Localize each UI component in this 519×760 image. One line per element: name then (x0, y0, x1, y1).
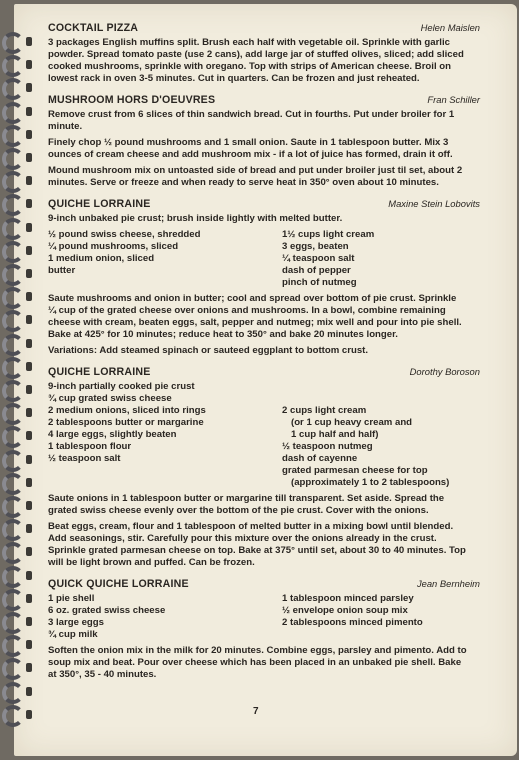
recipe-intro (48, 213, 480, 225)
ingredient-line: 2 tablespoons butter or margarine (48, 417, 204, 428)
instruction-paragraph (48, 345, 480, 357)
recipe-author: Jean Bernheim (416, 578, 480, 589)
ingredient-line: dash of pepper (282, 265, 351, 276)
binding-hole (26, 408, 32, 417)
binding-ring (2, 264, 24, 286)
ingredient-line: 2 cups light cream (282, 405, 367, 416)
text-line: Finely chop ½ pound mushrooms and 1 small onion. Saute in 1 tablespoon butter. Mix 3 (48, 137, 449, 148)
text-line: soup mix and beat. Pour over cheese which has been placed in an unbaked pie shell. Bake (48, 657, 462, 668)
recipe-header (48, 22, 480, 34)
recipe-title: COCKTAIL PIZZA (48, 22, 139, 34)
instruction-paragraph (48, 37, 480, 85)
ingredient-line: 2 medium onions, sliced into rings (48, 405, 206, 416)
text-line: will be light brown and puffed. Can be frozen. (48, 557, 255, 568)
binding-ring (2, 450, 24, 472)
text-line: at 350°, 35 - 40 minutes. (48, 669, 157, 680)
recipe-header (48, 198, 480, 210)
binding-hole (26, 130, 32, 139)
spiral-binding (0, 0, 40, 760)
text-line: minute. (48, 121, 83, 132)
binding-ring (2, 473, 24, 495)
binding-hole (26, 385, 32, 394)
text-line: Saute mushrooms and onion in butter; cool and spread over bottom of pie crust. Sprinkle (48, 293, 457, 304)
text-line: Mound mushroom mix on untoasted side of bread and put under broiler just til set, about 2 (48, 165, 463, 176)
binding-ring (2, 241, 24, 263)
ingredient-line: ¾ cup milk (48, 629, 98, 640)
instruction-paragraph (48, 293, 480, 341)
ingredient-line: 3 large eggs (48, 617, 104, 628)
ingredient-line: ¼ pound mushrooms, sliced (48, 241, 179, 252)
instruction-paragraph (48, 521, 480, 569)
text-line: grated swiss cheese evenly over the bottom of the pie crust. Cover with the onions. (48, 505, 429, 516)
text-line: Soften the onion mix in the milk for 20 minutes. Combine eggs, parsley and pimento. Add to (48, 645, 467, 656)
binding-hole (26, 199, 32, 208)
instruction-paragraph (48, 645, 480, 681)
recipe-block (48, 198, 480, 357)
binding-ring (2, 334, 24, 356)
instruction-paragraph (48, 493, 480, 517)
binding-hole (26, 292, 32, 301)
ingredient-line: butter (48, 265, 76, 276)
binding-hole (26, 315, 32, 324)
recipe-author: Dorothy Boroson (409, 366, 480, 377)
binding-ring (2, 125, 24, 147)
text-line: Bake at 425° for 10 minutes; reduce heat to 350° and bake 20 minutes longer. (48, 329, 398, 340)
binding-hole (26, 431, 32, 440)
binding-hole (26, 107, 32, 116)
binding-ring (2, 102, 24, 124)
ingredient-column-left (48, 381, 282, 489)
ingredient-line: ½ pound swiss cheese, shredded (48, 229, 201, 240)
ingredient-line (282, 381, 480, 393)
recipe-title: QUICK QUICHE LORRAINE (48, 578, 189, 590)
binding-hole (26, 246, 32, 255)
binding-hole (26, 710, 32, 719)
text-line: Remove crust from 6 slices of thin sandwich bread. Cut in fourths. Put under broiler for 1 (48, 109, 455, 120)
ingredient-line: 1 pie shell (48, 593, 95, 604)
binding-hole (26, 83, 32, 92)
binding-ring (2, 310, 24, 332)
ingredient-line: ½ envelope onion soup mix (282, 605, 408, 616)
binding-ring (2, 78, 24, 100)
text-line: Add seasonings, stir. Carefully pour this mixture over the onions already in the crust. (48, 533, 437, 544)
text-line: Beat eggs, cream, flour and 1 tablespoon of melted butter in a mixing bowl until blended. (48, 521, 454, 532)
recipe-block (48, 22, 480, 85)
ingredient-column-left (48, 229, 282, 289)
binding-hole (26, 455, 32, 464)
ingredient-column-right (282, 593, 480, 641)
text-line: ounces of cream cheese and add mushroom mix - if a lot of juice has formed, drain it off. (48, 149, 453, 160)
recipe-author: Helen Maislen (420, 22, 480, 33)
binding-ring (2, 357, 24, 379)
binding-ring (2, 705, 24, 727)
recipe-title: QUICHE LORRAINE (48, 198, 151, 210)
binding-hole (26, 153, 32, 162)
text-line: cooked mushrooms, sprinkle with oregano. Top with strips of American cheese. Broil on (48, 61, 452, 72)
ingredient-column-right (282, 381, 480, 489)
recipe-header (48, 366, 480, 378)
instruction-paragraph (48, 137, 480, 161)
recipe-block (48, 578, 480, 681)
recipe-author: Maxine Stein Lobovits (388, 198, 480, 209)
text-line: powder. Spread tomato paste (use 2 cans), add large jar of stuffed olives, sliced; add sliced (48, 49, 464, 60)
ingredient-line: 1 tablespoon minced parsley (282, 593, 414, 604)
recipe-block (48, 94, 480, 189)
binding-ring (2, 496, 24, 518)
binding-ring (2, 612, 24, 634)
ingredient-line: 4 large eggs, slightly beaten (48, 429, 177, 440)
binding-ring (2, 32, 24, 54)
recipe-header (48, 578, 480, 590)
binding-hole (26, 269, 32, 278)
binding-ring (2, 658, 24, 680)
binding-hole (26, 617, 32, 626)
binding-ring (2, 218, 24, 240)
binding-ring (2, 55, 24, 77)
ingredient-list (48, 381, 480, 489)
ingredient-line (282, 393, 480, 405)
recipe-content (48, 22, 480, 690)
ingredient-line: grated parmesan cheese for top (282, 465, 428, 476)
ingredient-line: 1 cup half and half) (291, 429, 379, 440)
ingredient-line: ½ teaspoon salt (48, 453, 121, 464)
binding-hole (26, 362, 32, 371)
binding-ring (2, 194, 24, 216)
binding-ring (2, 426, 24, 448)
text-line: 3 packages English muffins split. Brush each half with vegetable oil. Sprinkle with garlic (48, 37, 450, 48)
ingredient-line: (or 1 cup heavy cream and (291, 417, 413, 428)
binding-hole (26, 524, 32, 533)
text-line: ¼ cup of the grated cheese over onions and mushrooms. In a bowl, combine remaining (48, 305, 446, 316)
binding-hole (26, 339, 32, 348)
binding-hole (26, 60, 32, 69)
binding-ring (2, 287, 24, 309)
binding-hole (26, 687, 32, 696)
binding-ring (2, 171, 24, 193)
text-line: Saute onions in 1 tablespoon butter or margarine till transparent. Set aside. Spread the (48, 493, 445, 504)
ingredient-line: ½ teaspoon nutmeg (282, 441, 373, 452)
instruction-paragraph (48, 165, 480, 189)
ingredient-line: 2 tablespoons minced pimento (282, 617, 423, 628)
ingredient-line: 9-inch partially cooked pie crust (48, 381, 195, 392)
ingredient-list (48, 229, 480, 289)
text-line: 9-inch unbaked pie crust; brush inside lightly with melted butter. (48, 213, 343, 224)
binding-ring (2, 635, 24, 657)
binding-hole (26, 223, 32, 232)
binding-hole (26, 478, 32, 487)
binding-hole (26, 547, 32, 556)
binding-ring (2, 589, 24, 611)
binding-hole (26, 571, 32, 580)
binding-ring (2, 566, 24, 588)
ingredient-list (48, 593, 480, 641)
ingredient-line: ¼ teaspoon salt (282, 253, 355, 264)
binding-ring (2, 542, 24, 564)
recipe-title: QUICHE LORRAINE (48, 366, 151, 378)
binding-ring (2, 682, 24, 704)
ingredient-line: 1 tablespoon flour (48, 441, 132, 452)
binding-ring (2, 403, 24, 425)
text-line: cheese with cream, beaten eggs, salt, pepper and nutmeg; mix well and pour into pie shell. (48, 317, 462, 328)
binding-hole (26, 37, 32, 46)
binding-hole (26, 640, 32, 649)
binding-ring (2, 519, 24, 541)
binding-hole (26, 501, 32, 510)
binding-hole (26, 663, 32, 672)
ingredient-line: (approximately 1 to 2 tablespoons) (291, 477, 450, 488)
ingredient-line: pinch of nutmeg (282, 277, 357, 288)
binding-hole (26, 176, 32, 185)
binding-hole (26, 594, 32, 603)
binding-ring (2, 380, 24, 402)
ingredient-line: ¾ cup grated swiss cheese (48, 393, 172, 404)
recipe-header (48, 94, 480, 106)
ingredient-column-right (282, 229, 480, 289)
ingredient-line: 1½ cups light cream (282, 229, 375, 240)
recipe-title: MUSHROOM HORS D'OEUVRES (48, 94, 216, 106)
text-line: Variations: Add steamed spinach or sauteed eggplant to bottom crust. (48, 345, 369, 356)
ingredient-column-left (48, 593, 282, 641)
ingredient-line: 3 eggs, beaten (282, 241, 349, 252)
recipe-block (48, 366, 480, 569)
ingredient-line: dash of cayenne (282, 453, 358, 464)
instruction-paragraph (48, 109, 480, 133)
text-line: lowest rack in oven 3-5 minutes. Cut in quarters. Can be frozen and just reheated. (48, 73, 420, 84)
recipe-author: Fran Schiller (427, 94, 480, 105)
ingredient-line: 1 medium onion, sliced (48, 253, 155, 264)
text-line: Sprinkle grated parmesan cheese on top. Bake at 375° until set, about 30 to 40 minutes. Top (48, 545, 466, 556)
page-number: 7 (253, 706, 259, 717)
text-line: minutes. Serve or freeze and when ready to serve heat in 350° oven about 10 minutes. (48, 177, 439, 188)
binding-ring (2, 148, 24, 170)
ingredient-line: 6 oz. grated swiss cheese (48, 605, 166, 616)
